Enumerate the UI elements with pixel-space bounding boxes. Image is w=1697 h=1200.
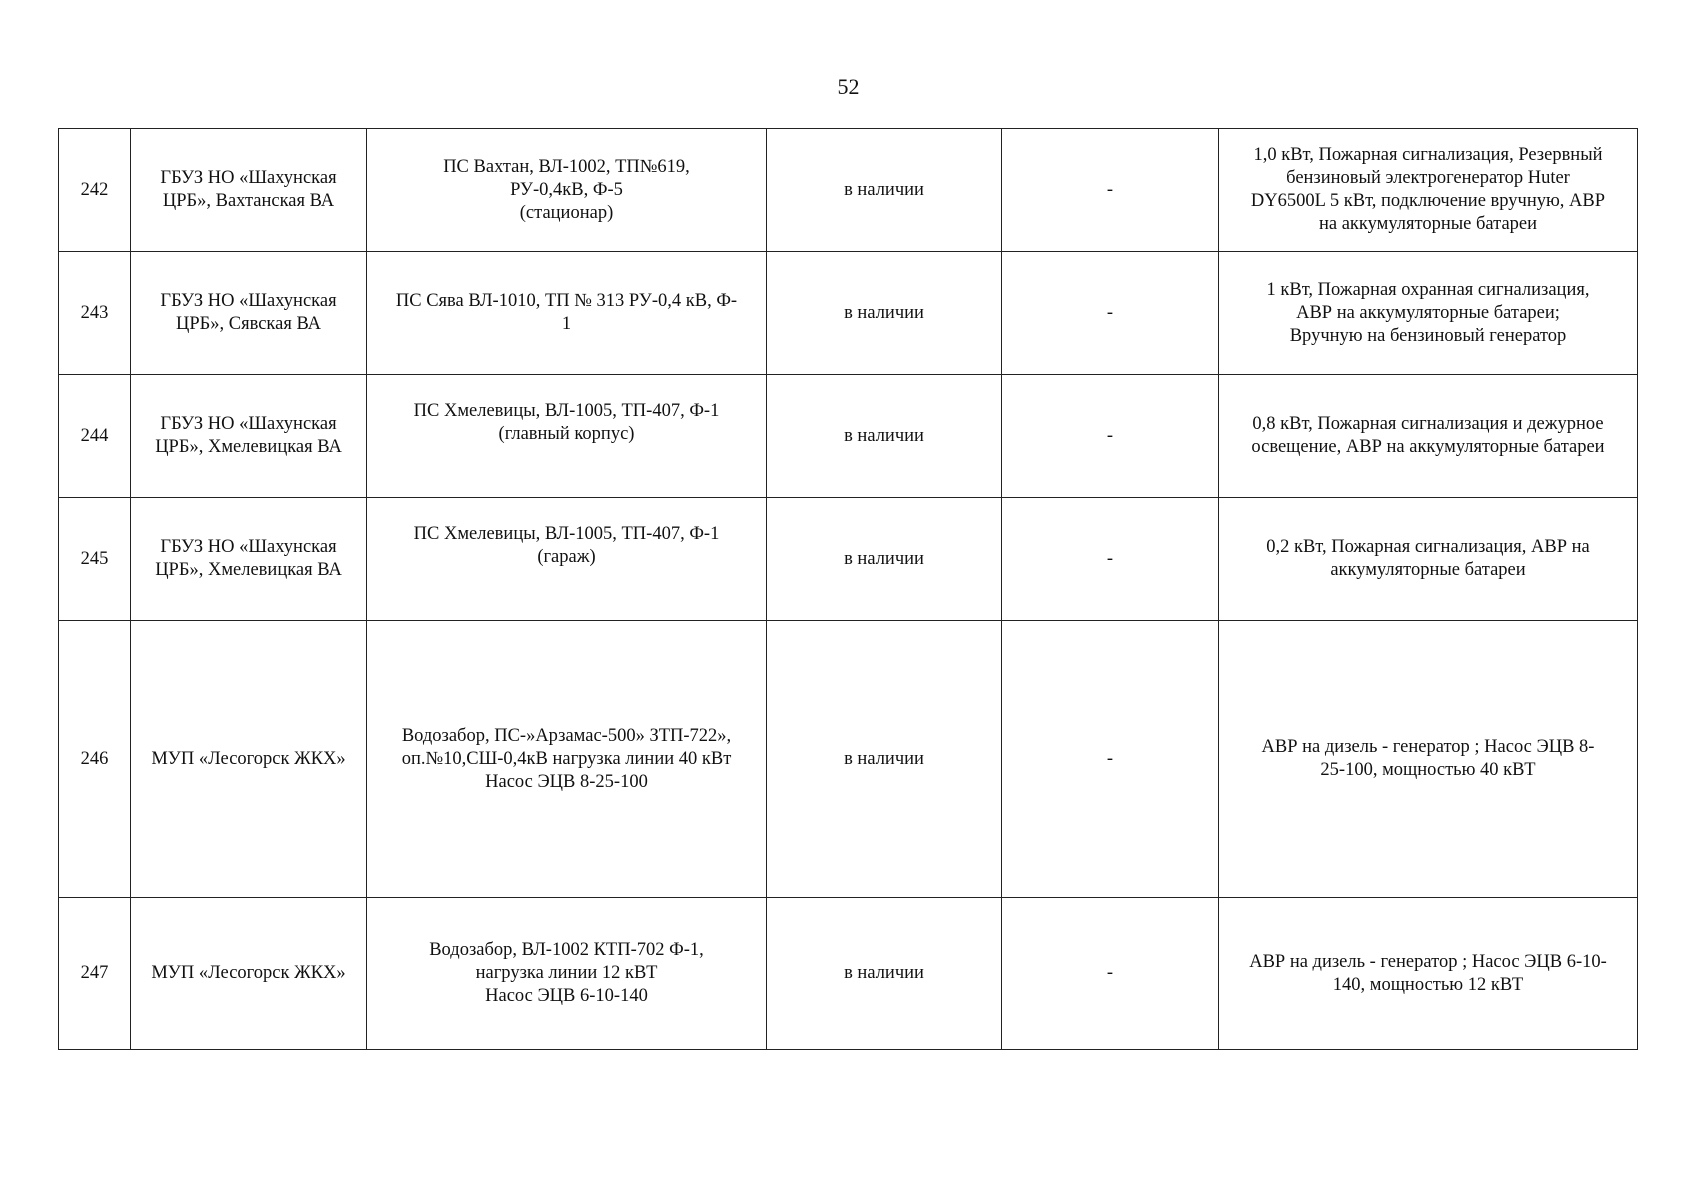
dash-cell: -	[1002, 129, 1219, 252]
organization-cell: МУП «Лесогорск ЖКХ»	[131, 621, 367, 898]
backup-power-cell: 1 кВт, Пожарная охранная сигнализация, АВР на аккумуляторные батареи; Вручную на бензиновый генератор	[1219, 252, 1638, 375]
row-number-cell: 246	[59, 621, 131, 898]
power-source-cell: ПС Хмелевицы, ВЛ-1005, ТП-407, Ф-1 (гараж)	[367, 498, 767, 621]
table-row	[59, 375, 1638, 498]
table-row	[59, 129, 1638, 252]
organization-cell: ГБУЗ НО «Шахунская ЦРБ», Вахтанская ВА	[131, 129, 367, 252]
dash-cell: -	[1002, 621, 1219, 898]
power-source-cell: Водозабор, ПС-»Арзамас-500» ЗТП-722», оп.№10,СШ-0,4кВ нагрузка линии 40 кВт Насос ЭЦВ 8-25-100	[367, 621, 767, 898]
power-source-cell: ПС Вахтан, ВЛ-1002, ТП№619, РУ-0,4кВ, Ф-5 (стационар)	[367, 129, 767, 252]
status-cell: в наличии	[767, 898, 1002, 1050]
backup-power-cell: 1,0 кВт, Пожарная сигнализация, Резервный бензиновый электрогенератор Huter DY6500L 5 кВт, подключение вручную, АВР на аккумуляторные батареи	[1219, 129, 1638, 252]
row-number-cell: 247	[59, 898, 131, 1050]
status-cell: в наличии	[767, 252, 1002, 375]
table-row	[59, 498, 1638, 621]
row-number-cell: 245	[59, 498, 131, 621]
data-table	[58, 128, 1638, 1050]
dash-cell: -	[1002, 898, 1219, 1050]
status-cell: в наличии	[767, 621, 1002, 898]
dash-cell: -	[1002, 252, 1219, 375]
backup-power-cell: 0,2 кВт, Пожарная сигнализация, АВР на аккумуляторные батареи	[1219, 498, 1638, 621]
organization-cell: ГБУЗ НО «Шахунская ЦРБ», Сявская ВА	[131, 252, 367, 375]
backup-power-cell: 0,8 кВт, Пожарная сигнализация и дежурное освещение, АВР на аккумуляторные батареи	[1219, 375, 1638, 498]
row-number-cell: 242	[59, 129, 131, 252]
table-row	[59, 898, 1638, 1050]
status-cell: в наличии	[767, 498, 1002, 621]
dash-cell: -	[1002, 375, 1219, 498]
dash-cell: -	[1002, 498, 1219, 621]
table-row	[59, 621, 1638, 898]
row-number-cell: 244	[59, 375, 131, 498]
backup-power-cell: АВР на дизель - генератор ; Насос ЭЦВ 6-10- 140, мощностью 12 кВТ	[1219, 898, 1638, 1050]
organization-cell: МУП «Лесогорск ЖКХ»	[131, 898, 367, 1050]
backup-power-cell: АВР на дизель - генератор ; Насос ЭЦВ 8- 25-100, мощностью 40 кВТ	[1219, 621, 1638, 898]
organization-cell: ГБУЗ НО «Шахунская ЦРБ», Хмелевицкая ВА	[131, 498, 367, 621]
power-source-cell: Водозабор, ВЛ-1002 КТП-702 Ф-1, нагрузка линии 12 кВТ Насос ЭЦВ 6-10-140	[367, 898, 767, 1050]
status-cell: в наличии	[767, 129, 1002, 252]
page-number: 52	[837, 74, 860, 99]
power-source-cell: ПС Хмелевицы, ВЛ-1005, ТП-407, Ф-1 (главный корпус)	[367, 375, 767, 498]
organization-cell: ГБУЗ НО «Шахунская ЦРБ», Хмелевицкая ВА	[131, 375, 367, 498]
status-cell: в наличии	[767, 375, 1002, 498]
power-source-cell: ПС Сява ВЛ-1010, ТП № 313 РУ-0,4 кВ, Ф- 1	[367, 252, 767, 375]
table-row	[59, 252, 1638, 375]
row-number-cell: 243	[59, 252, 131, 375]
